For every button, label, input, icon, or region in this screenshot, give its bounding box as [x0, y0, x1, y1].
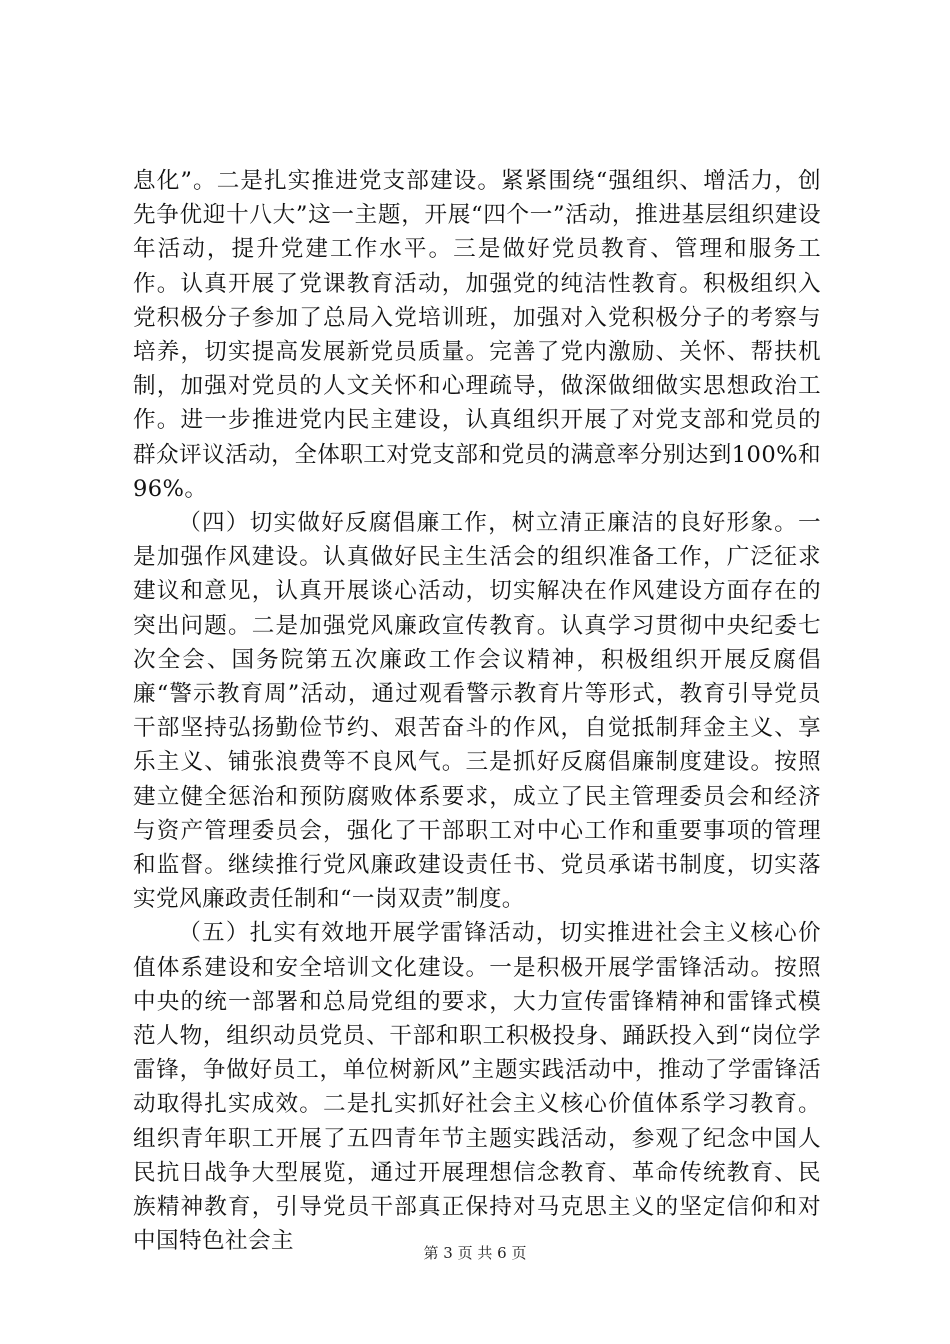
paragraph-continuation: 息化”。二是扎实推进党支部建设。紧紧围绕“强组织、增活力，创先争优迎十八大”这一主题，开展“四个一”活动，推进基层组织建设年活动，提升党建工作水平。三是做好党员教育、管理和服务工作。认真开展了党课教育活动，加强党的纯洁性教育。积极组织入党积极分子参加了总局入党培训班，加强对入党积极分子的考察与培养，切实提高发展新党员质量。完善了党内激励、关怀、帮扶机制，加强对党员的人文关怀和心理疏导，做深做细做实思想政治工作。进一步推进党内民主建设，认真组织开展了对党支部和党员的群众评议活动，全体职工对党支部和党员的满意率分别达到100%和96%。 [133, 168, 821, 502]
paragraph-section-five: （五）扎实有效地开展学雷锋活动，切实推进社会主义核心价值体系建设和安全培训文化建设。一是积极开展学雷锋活动。按照中央的统一部署和总局党组的要求，大力宣传雷锋精神和雷锋式模范人物，组织动员党员、干部和职工积极投身、踊跃投入到“岗位学雷锋，争做好员工，单位树新风”主题实践活动中，推动了学雷锋活动取得扎实成效。二是扎实抓好社会主义核心价值体系学习教育。组织青年职工开展了五四青年节主题实践活动，参观了纪念中国人民抗日战争大型展览，通过开展理想信念教育、革命传统教育、民族精神教育，引导党员干部真正保持对马克思主义的坚定信仰和对中国特色社会主 [133, 920, 821, 1255]
page-footer [0, 1243, 950, 1263]
paragraph-section-four: （四）切实做好反腐倡廉工作，树立清正廉洁的良好形象。一是加强作风建设。认真做好民主生活会的组织准备工作，广泛征求建议和意见，认真开展谈心活动，切实解决在作风建设方面存在的突出问题。二是加强党风廉政宣传教育。认真学习贯彻中央纪委七次全会、国务院第五次廉政工作会议精神，积极组织开展反腐倡廉“警示教育周”活动，通过观看警示教育片等形式，教育引导党员干部坚持弘扬勤俭节约、艰苦奋斗的作风，自觉抵制拜金主义、享乐主义、铺张浪费等不良风气。三是抓好反腐倡廉制度建设。按照建立健全惩治和预防腐败体系要求，成立了民主管理委员会和经济与资产管理委员会，强化了干部职工对中心工作和重要事项的管理和监督。继续推行党风廉政建设责任书、党员承诺书制度，切实落实党风廉政责任制和“一岗双责”制度。 [133, 510, 821, 913]
document-body [133, 164, 821, 1259]
page-number: 第 3 页 共 6 页 [423, 1244, 527, 1262]
